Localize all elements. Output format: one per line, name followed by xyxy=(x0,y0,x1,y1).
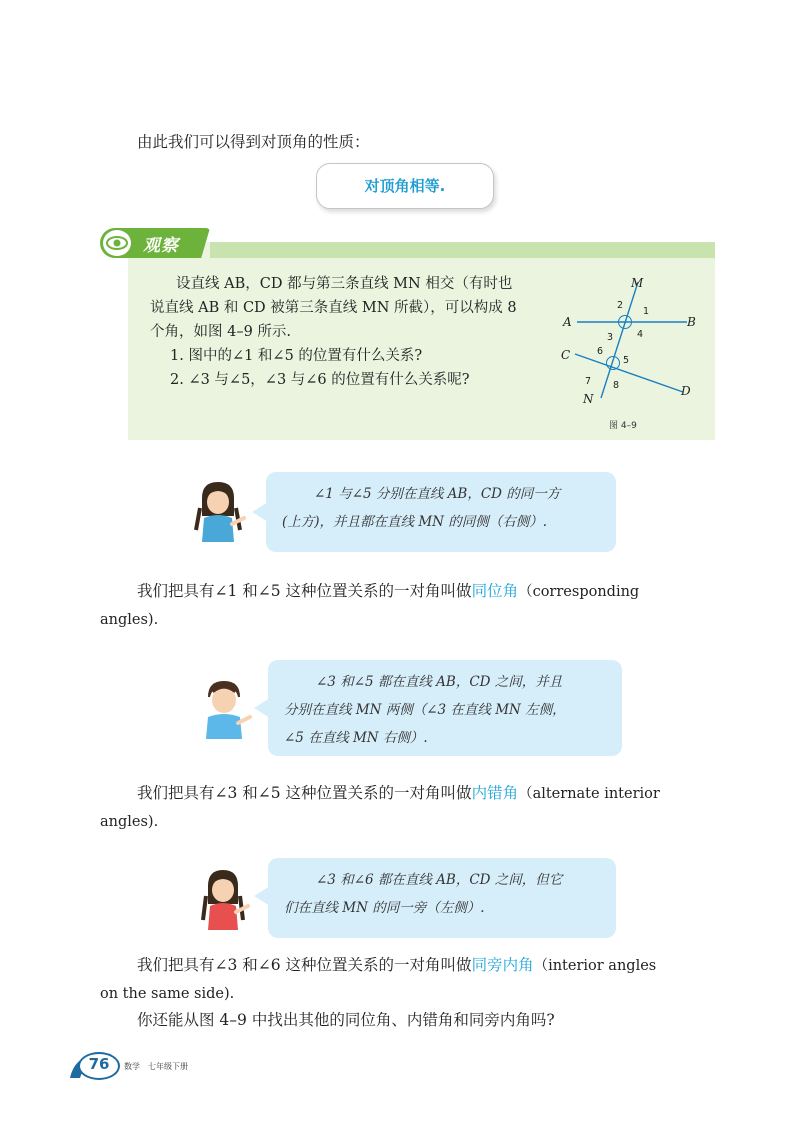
observe-line: 设直线 AB，CD 都与第三条直线 MN 相交（有时也 xyxy=(176,276,513,292)
bubble-line: (上方)，并且都在直线 MN 的同侧（右侧）. xyxy=(282,514,548,530)
angle-label-4: 4 xyxy=(637,329,644,340)
angle-label-2: 2 xyxy=(617,300,624,311)
property-box xyxy=(316,163,494,209)
observe-label: 观察 xyxy=(143,236,179,256)
observe-text xyxy=(150,272,560,392)
page-number: 76 xyxy=(88,1055,110,1073)
label-c: C xyxy=(561,348,571,362)
observe-question: 1. 图中的∠1 和∠5 的位置有什么关系? xyxy=(170,348,423,364)
angle-label-3: 3 xyxy=(607,332,614,343)
observe-question: 2. ∠3 与∠5，∠3 与∠6 的位置有什么关系呢? xyxy=(170,372,470,388)
eye-icon xyxy=(103,230,131,256)
observe-header-bar xyxy=(210,242,715,258)
final-question: 你还能从图 4–9 中找出其他的同位角、内错角和同旁内角吗? xyxy=(137,1011,555,1029)
speech-bubble-2 xyxy=(268,660,622,756)
figure-4-9 xyxy=(555,270,715,435)
student-girl-avatar xyxy=(188,478,248,542)
label-d: D xyxy=(681,384,691,398)
angle-label-8: 8 xyxy=(613,380,620,391)
bubble-line: ∠3 和∠6 都在直线 AB，CD 之间，但它 xyxy=(316,872,563,888)
bubble-line: 分别在直线 MN 两侧（∠3 在直线 MN 左侧， xyxy=(284,702,566,718)
term-corresponding-angles: 同位角 xyxy=(471,582,519,600)
para-english: （interior angles xyxy=(533,958,657,974)
label-m: M xyxy=(631,276,644,290)
bubble-line: ∠1 与∠5 分别在直线 AB，CD 的同一方 xyxy=(314,486,561,502)
paragraph-corresponding xyxy=(100,577,717,634)
para-english: （alternate interior xyxy=(518,786,660,802)
observe-line: 个角，如图 4–9 所示. xyxy=(150,324,292,340)
bubble-line: ∠3 和∠5 都在直线 AB，CD 之间，并且 xyxy=(316,674,563,690)
para-english: （corresponding xyxy=(518,584,640,600)
angle-label-7: 7 xyxy=(585,376,592,387)
angle-label-1: 1 xyxy=(643,306,650,317)
intro-text: 由此我们可以得到对顶角的性质： xyxy=(137,133,370,151)
book-label: 数学 七年级下册 xyxy=(124,1062,188,1071)
para-text: 我们把具有∠3 和∠6 这种位置关系的一对角叫做 xyxy=(137,956,472,974)
bubble-line: ∠5 在直线 MN 右侧）. xyxy=(284,730,428,746)
student-boy-avatar xyxy=(196,675,252,739)
angle-label-5: 5 xyxy=(623,355,630,366)
speech-bubble-1 xyxy=(266,472,616,552)
label-a: A xyxy=(563,315,572,329)
term-alternate-interior-angles: 内错角 xyxy=(471,784,519,802)
observe-line: 说直线 AB 和 CD 被第三条直线 MN 所截），可以构成 8 xyxy=(150,300,517,316)
angle-label-6: 6 xyxy=(597,346,604,357)
para-english-continued: angles). xyxy=(100,612,159,628)
paragraph-same-side xyxy=(100,951,717,1008)
term-interior-angles-same-side: 同旁内角 xyxy=(471,956,534,974)
student-girl-avatar xyxy=(194,866,252,930)
figure-caption: 图 4–9 xyxy=(609,421,637,431)
label-n: N xyxy=(583,392,594,406)
para-english-continued: angles). xyxy=(100,814,159,830)
para-text: 我们把具有∠1 和∠5 这种位置关系的一对角叫做 xyxy=(137,582,472,600)
property-text: 对顶角相等. xyxy=(364,177,446,195)
speech-bubble-3 xyxy=(268,858,616,938)
para-english-continued: on the same side). xyxy=(100,986,235,1002)
label-b: B xyxy=(687,315,696,329)
para-text: 我们把具有∠3 和∠5 这种位置关系的一对角叫做 xyxy=(137,784,472,802)
bubble-line: 们在直线 MN 的同一旁（左侧）. xyxy=(284,900,485,916)
paragraph-alternate xyxy=(100,779,717,836)
